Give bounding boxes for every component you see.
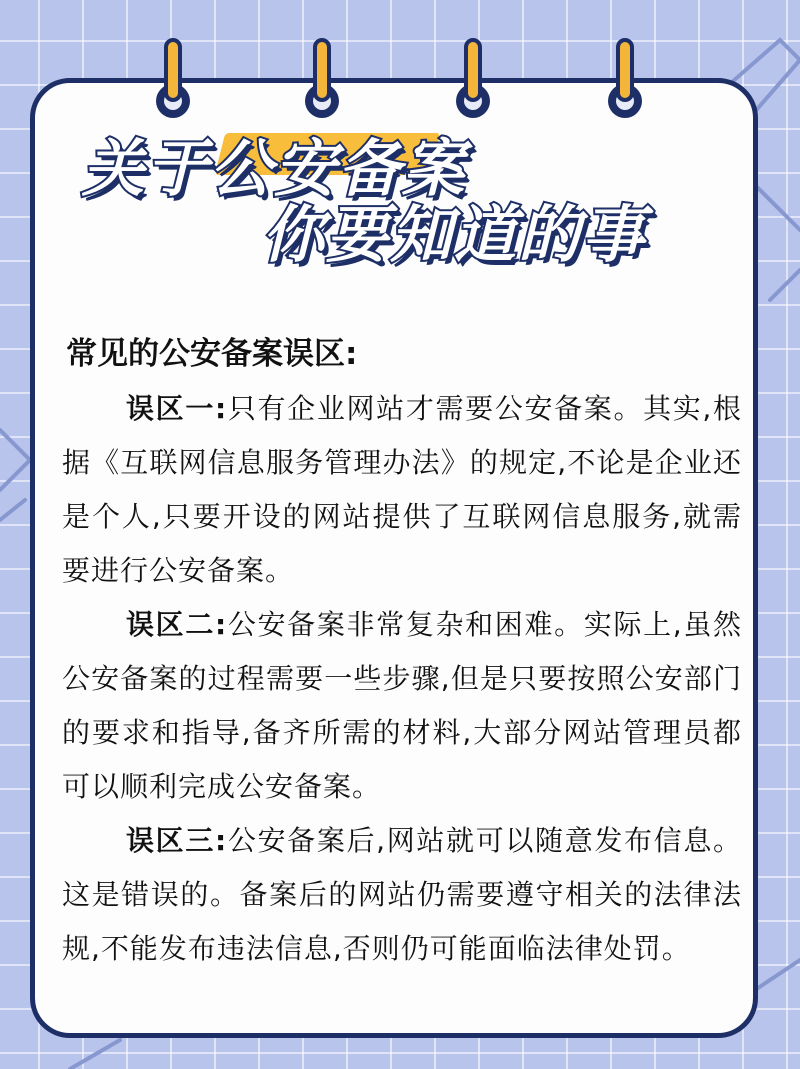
content-body <box>62 332 742 976</box>
title-block <box>0 0 800 300</box>
misconception-paragraph-2 <box>62 598 742 814</box>
misconception-text: 公安备案后,网站就可以随意发布信息。这是错误的。备案后的网站仍需要遵守相关的法律法规,不能发布违法信息,否则仍可能面临法律处罚。 <box>62 824 742 965</box>
misconception-label: 误区三: <box>126 824 228 857</box>
misconception-paragraph-1 <box>62 382 742 598</box>
section-heading: 常见的公安备案误区: <box>66 336 358 372</box>
misconception-paragraph-3 <box>62 814 742 976</box>
misconception-label: 误区一: <box>126 392 228 425</box>
misconception-label: 误区二: <box>126 608 228 641</box>
title-line-1: 关于公安备案 <box>82 132 467 205</box>
title-line-2: 你要知道的事 <box>262 198 647 271</box>
misconception-text: 公安备案非常复杂和困难。实际上,虽然公安备案的过程需要一些步骤,但是只要按照公安部门的要求和指导,备齐所需的材料,大部分网站管理员都可以顺利完成公安备案。 <box>62 608 742 803</box>
misconception-text: 只有企业网站才需要公安备案。其实,根据《互联网信息服务管理办法》的规定,不论是企业还是个人,只要开设的网站提供了互联网信息服务,就需要进行公安备案。 <box>62 392 742 587</box>
